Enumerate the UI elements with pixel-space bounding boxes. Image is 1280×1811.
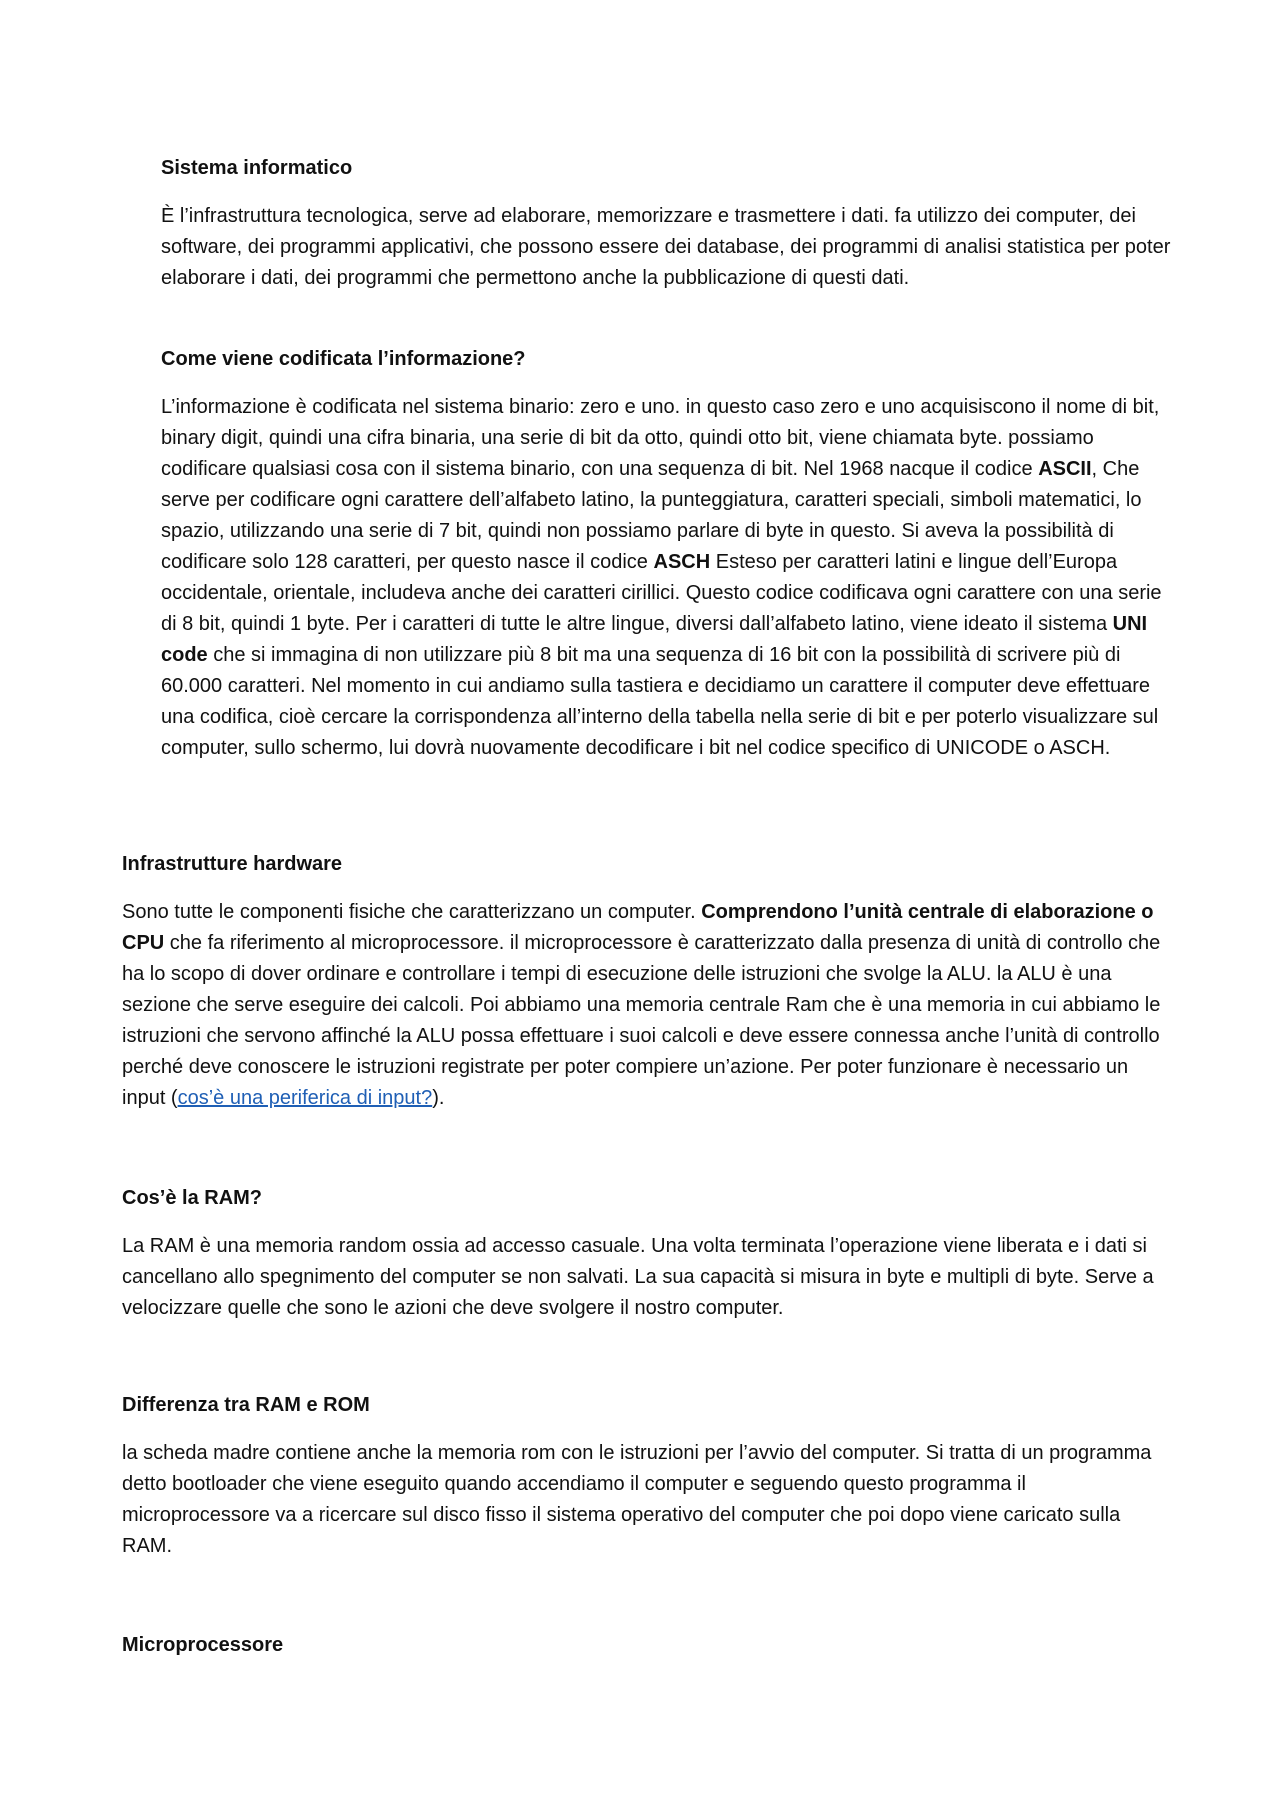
paragraph-ram-rom: la scheda madre contiene anche la memoria rom con le istruzioni per l’avvio del computer. Si tratta di un programma detto bootloader che viene eseguito quando accendiamo il computer e seguendo questo programma il microprocessore va a ricercare sul disco fisso il sistema operativo del computer che poi dopo viene caricato sulla RAM.: [122, 1442, 1152, 1557]
heading-ram-rom: Differenza tra RAM e ROM: [122, 1394, 370, 1416]
text-segment: ).: [432, 1087, 445, 1109]
section-microprocessore: [122, 1630, 1172, 1661]
paragraph-ram: La RAM è una memoria random ossia ad accesso casuale. Una volta terminata l’operazione viene liberata e i dati si cancellano allo spegnimento del computer se non salvati. La sua capacità si misura in byte e multipli di byte. Serve a velocizzare quelle che sono le azioni che deve svolgere il nostro computer.: [122, 1235, 1154, 1319]
bold-ascii: ASCII: [1038, 458, 1092, 480]
text-segment: che si immagina di non utilizzare più 8 bit ma una sequenza di 16 bit con la possibilità di scrivere più di 60.000 caratteri. Nel momento in cui andiamo sulla tastiera e decidiamo un carattere il computer deve effettuare una codifica, cioè cercare la corrispondenza all’interno della tabella nella serie di bit e per poterlo visualizzare sul computer, sullo schermo, lui dovrà nuovamente decodificare i bit nel codice specifico di UNICODE o ASCH.: [161, 644, 1159, 759]
text-segment: Esteso per caratteri latini e lingue dell’Europa occidentale, orientale, includeva anche dei caratteri cirillici. Questo codice codificava ogni carattere con una serie di 8 bit, quindi 1 byte. Per i caratteri di tutte le altre lingue, diversi dall’alfabeto latino, viene ideato il sistema: [161, 551, 1162, 635]
section-ram-rom: [122, 1390, 1172, 1562]
text-segment: che fa riferimento al microprocessore. il microprocessore è caratterizzato dalla presenza di unità di controllo che ha lo scopo di dover ordinare e controllare i tempi di esecuzione delle istruzioni che svolge la ALU. la ALU è una sezione che serve eseguire dei calcoli. Poi abbiamo una memoria centrale Ram che è una memoria in cui abbiamo le istruzioni che servono affinché la ALU possa effettuare i suoi calcoli e deve essere connessa anche l’unità di controllo perché deve conoscere le istruzioni registrate per poter compiere un’azione. Per poter funzionare è necessario un input (: [122, 932, 1161, 1109]
bold-cpu: Comprendono l’unità centrale di elaborazione o CPU: [122, 901, 1154, 954]
heading-infrastrutture-hardware: Infrastrutture hardware: [122, 853, 343, 875]
section-sistema: [161, 153, 1171, 294]
paragraph-sistema-informatico: È l’infrastruttura tecnologica, serve ad elaborare, memorizzare e trasmettere i dati. fa utilizzo dei computer, dei software, dei programmi applicativi, che possono essere dei database, dei programmi di analisi statistica per poter elaborare i dati, dei programmi che permettono anche la pubblicazione di questi dati.: [161, 205, 1171, 289]
section-ram: [122, 1183, 1172, 1324]
bold-asch: ASCH: [653, 551, 711, 573]
heading-microprocessore: Microprocessore: [122, 1634, 284, 1656]
heading-sistema-informatico: Sistema informatico: [161, 157, 353, 179]
heading-ram: Cos’è la RAM?: [122, 1187, 263, 1209]
paragraph-hardware: [122, 897, 1172, 1114]
text-segment: Sono tutte le componenti fisiche che caratterizzano un computer.: [122, 901, 702, 923]
paragraph-codifica: [161, 392, 1171, 764]
section-codifica: [161, 344, 1171, 764]
text-segment: L’informazione è codificata nel sistema binario: zero e uno. in questo caso zero e uno acquisiscono il nome di bit, binary digit, quindi una cifra binaria, una serie di bit da otto, quindi otto bit, viene chiamata byte. possiamo codificare qualsiasi cosa con il sistema binario, con una sequenza di bit. Nel 1968 nacque il codice: [161, 396, 1160, 480]
text-segment: , Che serve per codificare ogni carattere dell’alfabeto latino, la punteggiatura, caratteri speciali, simboli matematici, lo spazio, utilizzando una serie di 7 bit, quindi non possiamo parlare di byte in questo. Si aveva la possibilità di codificare solo 128 caratteri, per questo nasce il codice: [161, 458, 1142, 573]
input-peripheral-link[interactable]: cos’è una periferica di input?: [177, 1087, 433, 1109]
bold-unicode: UNI code: [161, 613, 1148, 666]
heading-codifica: Come viene codificata l’informazione?: [161, 348, 526, 370]
section-hardware: [122, 849, 1172, 1114]
